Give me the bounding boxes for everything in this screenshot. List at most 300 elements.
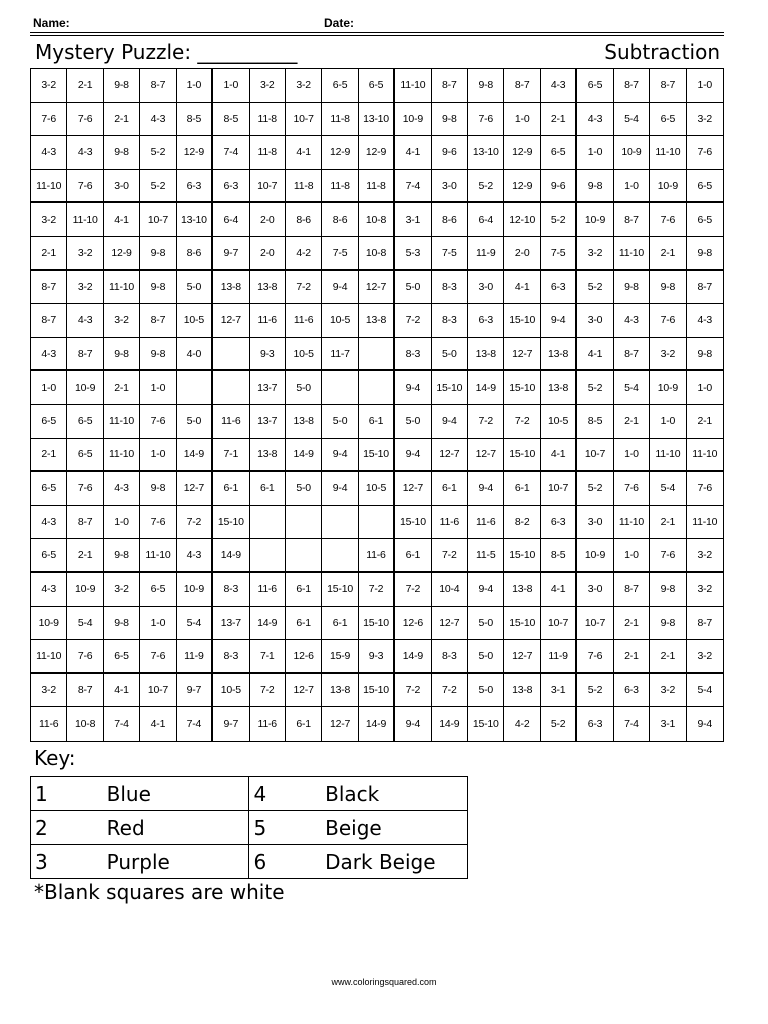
- grid-cell: 9-7: [213, 237, 249, 271]
- grid-cell: 8-7: [504, 69, 540, 103]
- grid-cell: 7-6: [67, 103, 103, 137]
- grid-cell: 2-1: [614, 607, 650, 641]
- grid-cell: 9-8: [140, 271, 176, 305]
- grid-cell: 9-7: [213, 707, 249, 741]
- grid-cell: 12-9: [359, 136, 395, 170]
- grid-cell: 11-6: [250, 573, 286, 607]
- grid-cell: 10-7: [541, 607, 577, 641]
- grid-cell: 11-8: [359, 170, 395, 204]
- grid-cell: 11-6: [432, 506, 468, 540]
- grid-cell: 12-9: [104, 237, 140, 271]
- grid-cell: 6-5: [322, 69, 358, 103]
- grid-cell: 6-1: [322, 607, 358, 641]
- grid-cell: 7-2: [250, 674, 286, 708]
- grid-cell: 3-2: [687, 640, 723, 674]
- grid-cell: 9-4: [395, 439, 431, 473]
- grid-cell: 7-2: [395, 674, 431, 708]
- grid-cell: 10-5: [541, 405, 577, 439]
- grid-cell: 11-10: [650, 136, 686, 170]
- grid-cell: 9-8: [650, 573, 686, 607]
- grid-cell: 6-5: [104, 640, 140, 674]
- grid-cell: 5-4: [687, 674, 723, 708]
- grid-cell: 6-5: [687, 170, 723, 204]
- key-number: 4: [249, 777, 321, 811]
- grid-cell: 9-6: [432, 136, 468, 170]
- grid-cell: 12-9: [504, 136, 540, 170]
- grid-cell: 9-6: [541, 170, 577, 204]
- grid-cell: 12-7: [432, 439, 468, 473]
- grid-cell: 1-0: [177, 69, 213, 103]
- grid-cell: 9-7: [177, 674, 213, 708]
- grid-cell: 6-1: [250, 472, 286, 506]
- grid-cell: 13-8: [213, 271, 249, 305]
- grid-cell: 9-8: [140, 237, 176, 271]
- key-number: 3: [31, 845, 103, 879]
- grid-cell: 13-8: [504, 573, 540, 607]
- grid-cell: 3-2: [31, 674, 67, 708]
- grid-cell: 10-8: [359, 237, 395, 271]
- grid-cell: [359, 338, 395, 372]
- grid-cell: 4-1: [104, 674, 140, 708]
- grid-cell: 7-6: [650, 203, 686, 237]
- grid-cell: 8-3: [213, 573, 249, 607]
- grid-cell: 12-7: [177, 472, 213, 506]
- grid-cell: 11-8: [286, 170, 322, 204]
- grid-cell: 9-4: [697, 718, 713, 731]
- key-color-name: Dark Beige: [321, 845, 467, 879]
- grid-cell: 4-1: [504, 271, 540, 305]
- puzzle-title: Mystery Puzzle: __________: [35, 40, 298, 64]
- grid-cell: 9-4: [468, 573, 504, 607]
- grid-cell: 7-2: [177, 506, 213, 540]
- grid-cell: 11-9: [177, 640, 213, 674]
- grid-cell: 4-3: [31, 338, 67, 372]
- grid-cell: 9-8: [104, 539, 140, 573]
- grid-cell: 8-5: [177, 103, 213, 137]
- grid-cell: 4-2: [286, 237, 322, 271]
- grid-cell: 11-10: [614, 506, 650, 540]
- grid-cell: 4-3: [31, 506, 67, 540]
- grid-cell: 4-3: [577, 103, 613, 137]
- grid-cell: 12-7: [213, 304, 249, 338]
- grid-cell: 3-0: [577, 573, 613, 607]
- grid-cell: 8-7: [31, 271, 67, 305]
- grid-cell: 3-2: [650, 338, 686, 372]
- grid-cell: 7-5: [432, 237, 468, 271]
- grid-cell: 12-7: [504, 640, 540, 674]
- grid-cell: 5-2: [140, 136, 176, 170]
- grid-cell: 9-8: [104, 69, 140, 103]
- grid-cell: 7-6: [67, 170, 103, 204]
- grid-cell: 2-1: [104, 103, 140, 137]
- grid-cell: 11-5: [468, 539, 504, 573]
- grid-cell: 11-9: [541, 640, 577, 674]
- grid-cell: 10-9: [31, 607, 67, 641]
- color-key-table: [30, 776, 468, 879]
- grid-cell: 9-4: [395, 371, 431, 405]
- key-row: [31, 845, 468, 879]
- grid-cell: 6-5: [359, 69, 395, 103]
- grid-cell: 5-0: [395, 405, 431, 439]
- grid-cell: 9-8: [687, 338, 723, 372]
- grid-cell: 7-6: [468, 103, 504, 137]
- grid-cell: [213, 338, 249, 372]
- grid-cell: 11-10: [140, 539, 176, 573]
- grid-cell: 3-1: [541, 674, 577, 708]
- grid-cell: 10-9: [577, 203, 613, 237]
- grid-cell: 13-8: [359, 304, 395, 338]
- grid-cell: 5-2: [140, 170, 176, 204]
- grid-cell: 8-3: [432, 304, 468, 338]
- grid-cell: 4-1: [104, 203, 140, 237]
- grid-cell: 9-8: [104, 136, 140, 170]
- grid-cell: 9-8: [140, 472, 176, 506]
- grid-cell: 9-8: [577, 170, 613, 204]
- grid-cell: 5-0: [322, 405, 358, 439]
- grid-cell: 7-1: [213, 439, 249, 473]
- grid-cell: 6-1: [286, 707, 322, 741]
- grid-cell: 3-0: [577, 506, 613, 540]
- grid-cell: 10-8: [67, 707, 103, 741]
- grid-cell: 15-10: [432, 371, 468, 405]
- grid-cell: 11-9: [468, 237, 504, 271]
- grid-cell: 11-10: [650, 439, 686, 473]
- grid-cell: 3-2: [286, 69, 322, 103]
- grid-cell: 8-7: [614, 69, 650, 103]
- grid-cell: 15-10: [359, 607, 395, 641]
- grid-cell: 7-2: [432, 539, 468, 573]
- grid-cell: 6-1: [359, 405, 395, 439]
- grid-cell: 5-4: [650, 472, 686, 506]
- grid-cell: 6-4: [468, 203, 504, 237]
- grid-cell: 12-7: [432, 607, 468, 641]
- grid-cell: 4-3: [104, 472, 140, 506]
- grid-cell: 5-0: [395, 271, 431, 305]
- grid-cell: 6-1: [213, 472, 249, 506]
- grid-cell: 7-5: [322, 237, 358, 271]
- grid-cell: 13-10: [177, 203, 213, 237]
- grid-cell: 9-8: [432, 103, 468, 137]
- grid-cell: 9-8: [104, 607, 140, 641]
- grid-cell: 10-9: [577, 539, 613, 573]
- grid-cell: 14-9: [213, 539, 249, 573]
- grid-cell: 15-10: [213, 506, 249, 540]
- grid-cell: 5-2: [468, 170, 504, 204]
- grid-cell: 11-10: [104, 439, 140, 473]
- grid-cell: 3-0: [104, 170, 140, 204]
- key-row: [31, 777, 468, 811]
- key-number: 2: [31, 811, 103, 845]
- grid-cell: 6-5: [140, 573, 176, 607]
- grid-cell: 11-10: [104, 271, 140, 305]
- grid-cell: 14-9: [286, 439, 322, 473]
- grid-cell: 9-4: [468, 472, 504, 506]
- grid-cell: 13-8: [322, 674, 358, 708]
- grid-cell: 15-10: [395, 506, 431, 540]
- grid-cell: 8-3: [432, 271, 468, 305]
- grid-cell: 14-9: [359, 707, 395, 741]
- grid-cell: 5-4: [67, 607, 103, 641]
- grid-cell: 12-7: [468, 439, 504, 473]
- grid-cell: 3-2: [687, 573, 723, 607]
- grid-cell: 11-10: [31, 640, 67, 674]
- grid-cell: 8-6: [432, 203, 468, 237]
- grid-cell: 7-4: [395, 170, 431, 204]
- grid-cell: 3-2: [31, 203, 67, 237]
- grid-cell: 8-3: [395, 338, 431, 372]
- grid-cell: 7-2: [468, 405, 504, 439]
- grid-cell: 7-6: [650, 304, 686, 338]
- grid-cell: 14-9: [177, 439, 213, 473]
- grid-cell: 6-5: [67, 439, 103, 473]
- grid-cell: 8-6: [286, 203, 322, 237]
- grid-cell: 13-8: [468, 338, 504, 372]
- grid-cell: 1-0: [614, 539, 650, 573]
- grid-cell: 7-6: [687, 472, 723, 506]
- grid-cell: 3-2: [687, 539, 723, 573]
- name-label: Name:: [33, 16, 70, 30]
- grid-cell: 9-3: [359, 640, 395, 674]
- grid-cell: 3-2: [31, 69, 67, 103]
- puzzle-subtitle: Subtraction: [604, 40, 720, 64]
- grid-cell: 5-0: [286, 472, 322, 506]
- grid-cell: 9-8: [650, 271, 686, 305]
- grid-cell: 1-0: [614, 170, 650, 204]
- grid-cell: 6-5: [31, 539, 67, 573]
- grid-cell: 12-7: [322, 707, 358, 741]
- grid-cell: 6-1: [432, 472, 468, 506]
- grid-cell: 12-7: [504, 338, 540, 372]
- grid-cell: 8-5: [541, 539, 577, 573]
- grid-cell: 11-6: [468, 506, 504, 540]
- grid-cell: 15-10: [468, 707, 504, 741]
- grid-cell: 5-4: [614, 371, 650, 405]
- grid-cell: 2-1: [650, 640, 686, 674]
- grid-cell: 11-6: [359, 539, 395, 573]
- grid-cell: 6-3: [577, 707, 613, 741]
- grid-cell: 6-5: [650, 103, 686, 137]
- grid-cell: 7-6: [577, 640, 613, 674]
- grid-cell: 7-2: [395, 304, 431, 338]
- grid-cell: 6-3: [468, 304, 504, 338]
- grid-cell: 6-3: [213, 170, 249, 204]
- grid-cell: 8-7: [31, 304, 67, 338]
- grid-cell: 11-10: [104, 405, 140, 439]
- grid-cell: 4-3: [541, 69, 577, 103]
- grid-cell: 13-10: [359, 103, 395, 137]
- grid-cell: 10-7: [286, 103, 322, 137]
- grid-cell: 6-5: [541, 136, 577, 170]
- grid-cell: 2-1: [687, 405, 723, 439]
- grid-cell: 3-2: [687, 103, 723, 137]
- grid-cell: 11-6: [286, 304, 322, 338]
- grid-cell: 6-5: [31, 405, 67, 439]
- grid-cell: 10-7: [541, 472, 577, 506]
- grid-cell: 11-10: [31, 170, 67, 204]
- grid-cell: 4-3: [67, 304, 103, 338]
- grid-cell: 15-10: [504, 439, 540, 473]
- grid-cell: 3-2: [67, 237, 103, 271]
- grid-cell: 12-7: [359, 271, 395, 305]
- key-color-name: Beige: [321, 811, 467, 845]
- grid-cell: 9-8: [614, 271, 650, 305]
- grid-cell: 13-10: [468, 136, 504, 170]
- grid-cell: 3-2: [577, 237, 613, 271]
- grid-cell: 15-10: [504, 304, 540, 338]
- grid-cell: 12-6: [286, 640, 322, 674]
- grid-cell: 7-6: [614, 472, 650, 506]
- grid-cell: 12-9: [177, 136, 213, 170]
- grid-cell: 5-2: [577, 472, 613, 506]
- grid-cell: 7-6: [67, 472, 103, 506]
- grid-cell: 7-4: [213, 136, 249, 170]
- grid-cell: 10-7: [250, 170, 286, 204]
- grid-cell: 11-8: [250, 103, 286, 137]
- grid-cell: 11-10: [67, 203, 103, 237]
- grid-cell: 10-9: [650, 371, 686, 405]
- grid-cell: 5-2: [577, 371, 613, 405]
- grid-cell: 3-2: [104, 304, 140, 338]
- grid-cell: 5-0: [468, 674, 504, 708]
- grid-cell: 11-8: [322, 103, 358, 137]
- grid-cell: 10-9: [650, 170, 686, 204]
- grid-cell: 1-0: [504, 103, 540, 137]
- grid-cell: 7-6: [67, 640, 103, 674]
- grid-cell: 7-1: [250, 640, 286, 674]
- grid-cell: 2-0: [504, 237, 540, 271]
- grid-cell: 4-0: [177, 338, 213, 372]
- grid-cell: 4-3: [67, 136, 103, 170]
- grid-cell: 9-8: [650, 607, 686, 641]
- grid-cell: 4-3: [687, 304, 723, 338]
- grid-cell: 9-8: [687, 237, 723, 271]
- grid-cell: 12-9: [322, 136, 358, 170]
- grid-cell: 9-4: [322, 271, 358, 305]
- grid-cell: 7-6: [687, 136, 723, 170]
- grid-cell: 15-9: [322, 640, 358, 674]
- grid-cell: 5-2: [577, 271, 613, 305]
- grid-cell: 8-6: [177, 237, 213, 271]
- grid-cell: 9-4: [432, 405, 468, 439]
- grid-cell: 10-5: [322, 304, 358, 338]
- grid-cell: 9-4: [322, 472, 358, 506]
- grid-cell: 8-5: [213, 103, 249, 137]
- grid-cell: 4-1: [140, 707, 176, 741]
- grid-cell: 2-1: [67, 539, 103, 573]
- grid-cell: 8-7: [687, 607, 723, 641]
- grid-cell: 10-9: [67, 371, 103, 405]
- grid-cell: 6-3: [541, 271, 577, 305]
- grid-cell: 13-8: [250, 439, 286, 473]
- blank-squares-note: *Blank squares are white: [34, 880, 285, 904]
- grid-cell: 15-10: [359, 439, 395, 473]
- grid-cell: 5-3: [395, 237, 431, 271]
- grid-cell: 4-3: [31, 136, 67, 170]
- grid-cell: 10-9: [67, 573, 103, 607]
- grid-cell: [286, 506, 322, 540]
- grid-cell: 7-4: [104, 707, 140, 741]
- grid-cell: 4-1: [286, 136, 322, 170]
- grid-cell: 3-1: [395, 203, 431, 237]
- grid-cell: 11-10: [614, 237, 650, 271]
- grid-cell: 4-1: [541, 439, 577, 473]
- grid-cell: 10-9: [177, 573, 213, 607]
- grid-cell: 1-0: [31, 371, 67, 405]
- grid-cell: 10-9: [395, 103, 431, 137]
- grid-cell: 10-9: [614, 136, 650, 170]
- grid-cell: 4-1: [395, 136, 431, 170]
- grid-cell: 6-3: [614, 674, 650, 708]
- grid-cell: 11-10: [687, 439, 723, 473]
- grid-cell: 14-9: [468, 371, 504, 405]
- header-rule-top: [30, 32, 724, 33]
- grid-cell: [286, 539, 322, 573]
- grid-cell: 2-1: [650, 237, 686, 271]
- grid-cell: 12-6: [395, 607, 431, 641]
- grid-cell: 11-6: [250, 304, 286, 338]
- grid-cell: 1-0: [104, 506, 140, 540]
- grid-cell: 7-2: [432, 674, 468, 708]
- grid-cell: 2-1: [614, 640, 650, 674]
- grid-cell: 10-5: [213, 674, 249, 708]
- grid-cell: 8-7: [614, 338, 650, 372]
- grid-cell: 1-0: [213, 69, 249, 103]
- grid-cell: 1-0: [140, 371, 176, 405]
- grid-cell: 2-1: [31, 237, 67, 271]
- grid-cell: 5-2: [541, 707, 577, 741]
- grid-cell: 9-3: [250, 338, 286, 372]
- grid-cell: 8-7: [614, 573, 650, 607]
- grid-cell: 2-0: [250, 203, 286, 237]
- grid-cell: 3-2: [104, 573, 140, 607]
- grid-cell: 5-4: [614, 103, 650, 137]
- header-rule-bottom: [30, 35, 724, 36]
- grid-cell: 13-8: [250, 271, 286, 305]
- grid-cell: 7-6: [140, 640, 176, 674]
- grid-cell: 12-10: [504, 203, 540, 237]
- grid-cell: [359, 371, 395, 405]
- grid-cell: 7-4: [177, 707, 213, 741]
- key-color-name: Blue: [103, 777, 249, 811]
- grid-cell: 12-7: [395, 472, 431, 506]
- grid-cell: [177, 371, 213, 405]
- grid-cell: 5-4: [177, 607, 213, 641]
- key-color-name: Purple: [103, 845, 249, 879]
- grid-cell: 5-0: [468, 640, 504, 674]
- grid-cell: [359, 506, 395, 540]
- grid-cell: 10-7: [140, 674, 176, 708]
- grid-cell: 2-1: [541, 103, 577, 137]
- grid-cell: 10-7: [577, 439, 613, 473]
- grid-cell: 14-9: [395, 640, 431, 674]
- grid-cell: 4-3: [140, 103, 176, 137]
- grid-cell: 8-7: [67, 674, 103, 708]
- grid-cell: 10-4: [432, 573, 468, 607]
- grid-cell: 7-2: [359, 573, 395, 607]
- grid-cell: 8-7: [67, 338, 103, 372]
- grid-cell: [250, 539, 286, 573]
- grid-cell: 13-8: [541, 338, 577, 372]
- grid-cell: 8-7: [67, 506, 103, 540]
- grid-cell: 2-1: [67, 69, 103, 103]
- grid-cell: 3-2: [250, 69, 286, 103]
- grid-cell: 10-7: [140, 203, 176, 237]
- grid-cell: 6-5: [67, 405, 103, 439]
- grid-cell: 15-10: [504, 539, 540, 573]
- grid-cell: 10-5: [177, 304, 213, 338]
- grid-cell: 13-7: [250, 405, 286, 439]
- grid-cell: 6-1: [286, 573, 322, 607]
